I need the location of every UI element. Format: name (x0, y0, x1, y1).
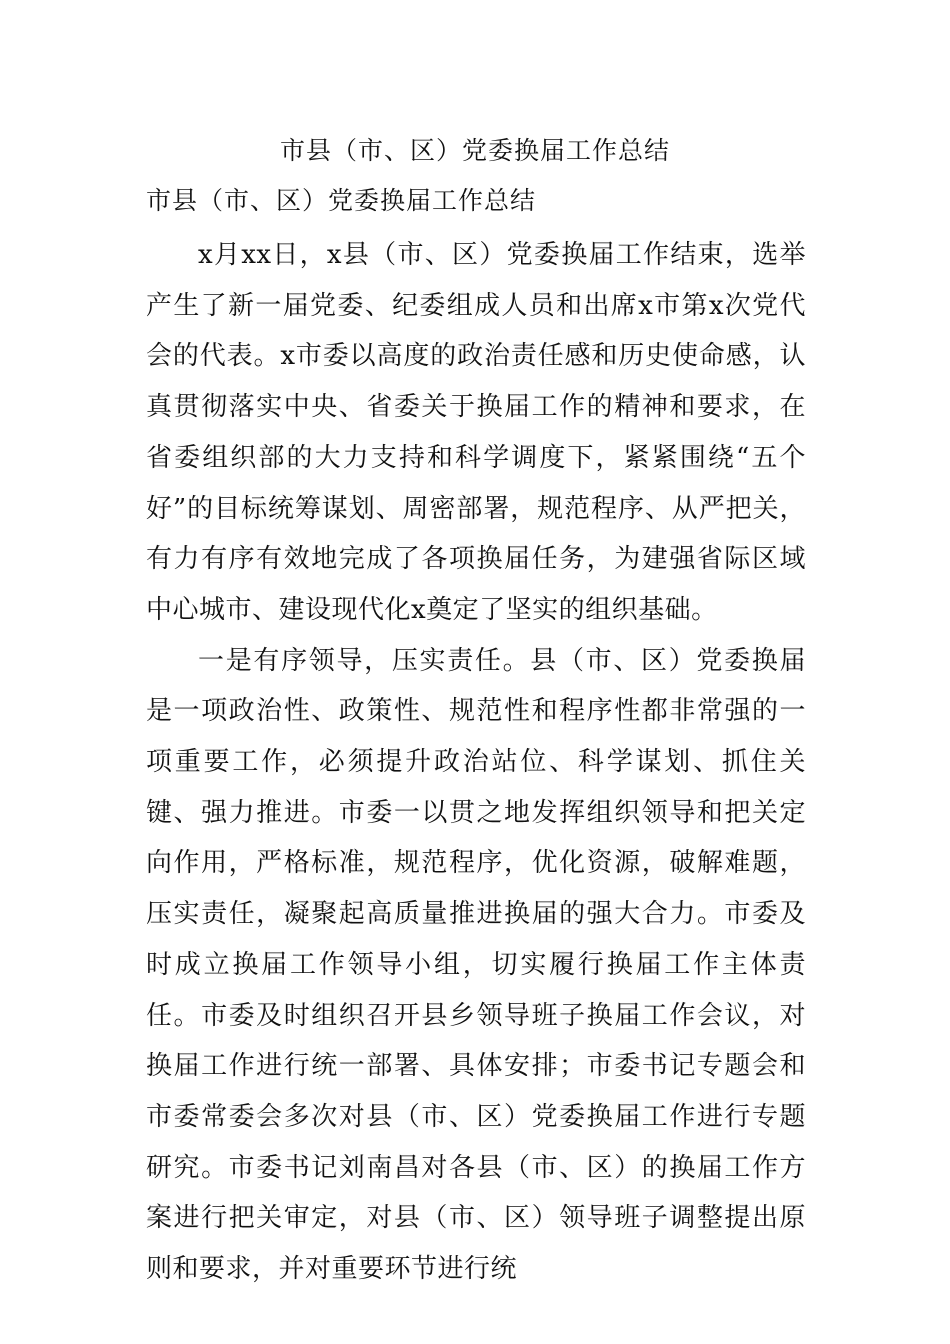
paragraph-intro: x月xx日，x县（市、区）党委换届工作结束，选举产生了新一届党委、纪委组成人员和出席x市第x次党代会的代表。x市委以高度的政治责任感和历史使命感，认真贯彻落实中央、省委关于换届工作的精神和要求，在省委组织部的大力支持和科学调度下，紧紧围绕“五个好”的目标统筹谋划、周密部署，规范程序、从严把关，有力有序有效地完成了各项换届任务，为建强省际区域中心城市、建设现代化x奠定了坚实的组织基础。 (146, 240, 806, 625)
paragraph-section-one: 一是有序领导，压实责任。县（市、区）党委换届是一项政治性、政策性、规范性和程序性都非常强的一项重要工作，必须提升政治站位、科学谋划、抓住关键、强力推进。市委一以贯之地发挥组织领导和把关定向作用，严格标准，规范程序，优化资源，破解难题，压实责任，凝聚起高质量推进换届的强大合力。市委及时成立换届工作领导小组，切实履行换届工作主体责任。市委及时组织召开县乡领导班子换届工作会议，对换届工作进行统一部署、具体安排；市委书记专题会和市委常委会多次对县（市、区）党委换届工作进行专题研究。市委书记刘南昌对各县（市、区）的换届工作方案进行把关审定，对县（市、区）领导班子调整提出原则和要求，并对重要环节进行统 (146, 645, 806, 1285)
document-subtitle: 市县（市、区）党委换届工作总结 (146, 186, 537, 215)
document-body (146, 230, 806, 1295)
document-title: 市县（市、区）党委换届工作总结 (279, 136, 670, 165)
